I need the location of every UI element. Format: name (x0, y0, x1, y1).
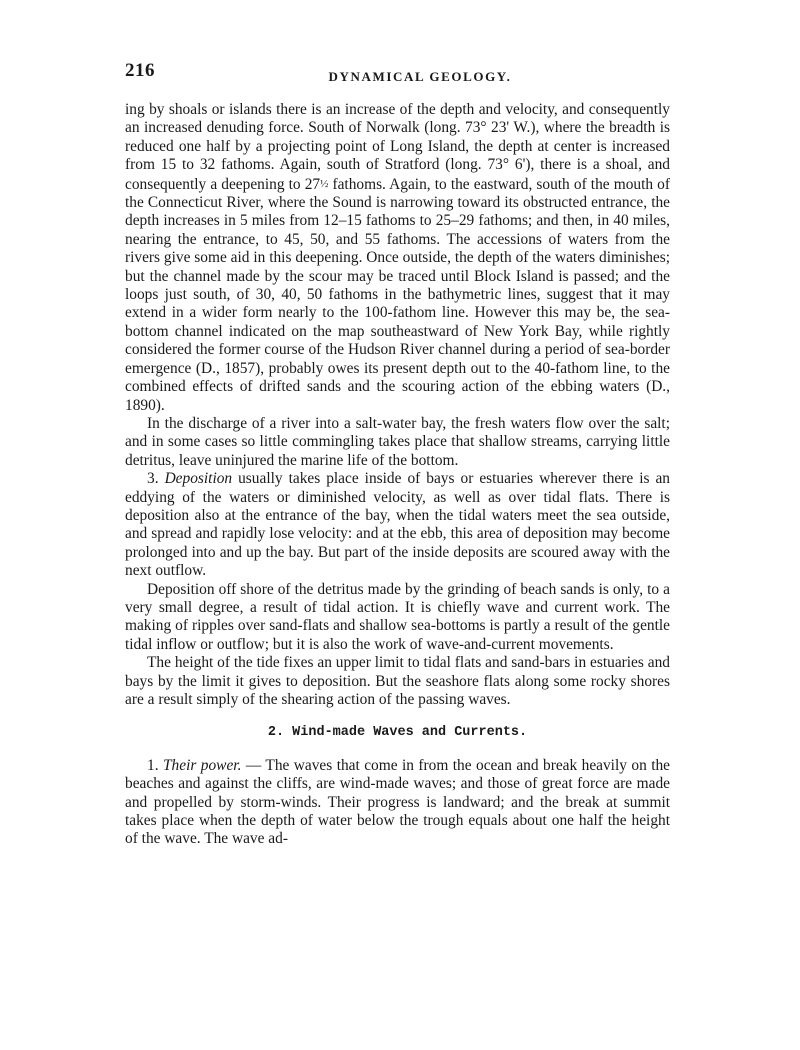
fraction-half: ½ (320, 177, 329, 190)
paragraph-offshore-deposition: Deposition off shore of the detritus made by the grinding of beach sands is only, to a very small degree, a result of tidal action. It is chiefly wave and current work. The making of ripples over sand-flats and shallow sea-bottoms is partly a result of the gentle tidal inflow or outflow; but it is also the work of wave-and-current movements. (125, 580, 670, 653)
paragraph-text: — The waves that come in from the ocean and break heavily on the beaches and against the cliffs, are wind-made waves; and those of great force are made and propelled by storm-winds. Their progress is landward; and the break at summit takes place when the depth of water below the trough equals about one half the height of the wave. The wave ad- (125, 756, 671, 848)
paragraph-number: 1. (147, 756, 163, 774)
paragraph-text: ing by shoals or islands there is an increase of the depth and velocity, and consequently an increased denuding force. South of Norwalk (long. 73° 23' W.), where the breadth is reduced one half by a projecting point of Long Island, the depth at center is increased from 15 to 32 fathoms. Again, south of Stratford (long. 73° 6'), there is a shoal, and consequently a deepening to 27 (125, 101, 670, 193)
paragraph-river-discharge: In the discharge of a river into a salt-water bay, the fresh waters flow over the salt; and in some cases so little commingling takes place that shallow streams, carrying little detritus, leave uninjured the marine life of the bottom. (125, 414, 670, 469)
body-text (125, 101, 670, 849)
paragraph-number: 3. (147, 470, 165, 488)
paragraph-tide-height: The height of the tide fixes an upper limit to tidal flats and sand-bars in estuaries and bays by the limit it gives to deposition. But the seashore flats along some rocky shores are a result simply of the shearing action of the passing waves. (125, 654, 670, 708)
running-head (125, 60, 685, 90)
page-number: 216 (125, 60, 155, 81)
paragraph-lead-term: Deposition (164, 470, 233, 488)
paragraph-text: usually takes place inside of bays or estuaries wherever there is an eddying of the waters or diminished velocity, as well as over tidal flats. There is deposition also at the entrance of the bay, when the tidal waters meet the sea outside, and spread and rapidly lose velocity: and at the ebb, this area of deposition may become prolonged into and up the bay. But part of the inside deposits are scoured away with the next outflow. (125, 470, 671, 580)
running-title: DYNAMICAL GEOLOGY. (328, 69, 512, 84)
section-heading: 2. Wind-made Waves and Currents. (267, 725, 528, 741)
paragraph-lead-term: Their power. (163, 756, 242, 774)
paragraph-text: fathoms. Again, to the eastward, south of the mouth of the Connecticut River, where the Sound is narrowing toward its obstructed entrance, the depth increases in 5 miles from 12–15 fathoms to 25–29 fathoms; and then, in 40 miles, nearing the entrance, to 45, 50, and 55 fathoms. The accessions of waters from the rivers give some aid in this deepening. Once outside, the depth of the waters diminishes; but the channel made by the scour may be traced until Block Island is passed; and the loops just south, of 30, 40, 50 fathoms in the bathymetric lines, suggest that it may extend in a wider form nearly to the 100-fathom line. However this may be, the sea-bottom channel indicated on the map southeastward of New York Bay, while rightly considered the former course of the Hudson River channel during a period of sea-border emergence (D., 1857), probably owes its present depth out to the 40-fathom line, to the combined effects of drifted sands and the scouring action of the ebbing waters (D., 1890). (125, 175, 670, 414)
paragraph-deposition (125, 470, 670, 580)
paragraph-continued-scour (125, 101, 670, 415)
paragraph-wave-power (125, 757, 670, 849)
